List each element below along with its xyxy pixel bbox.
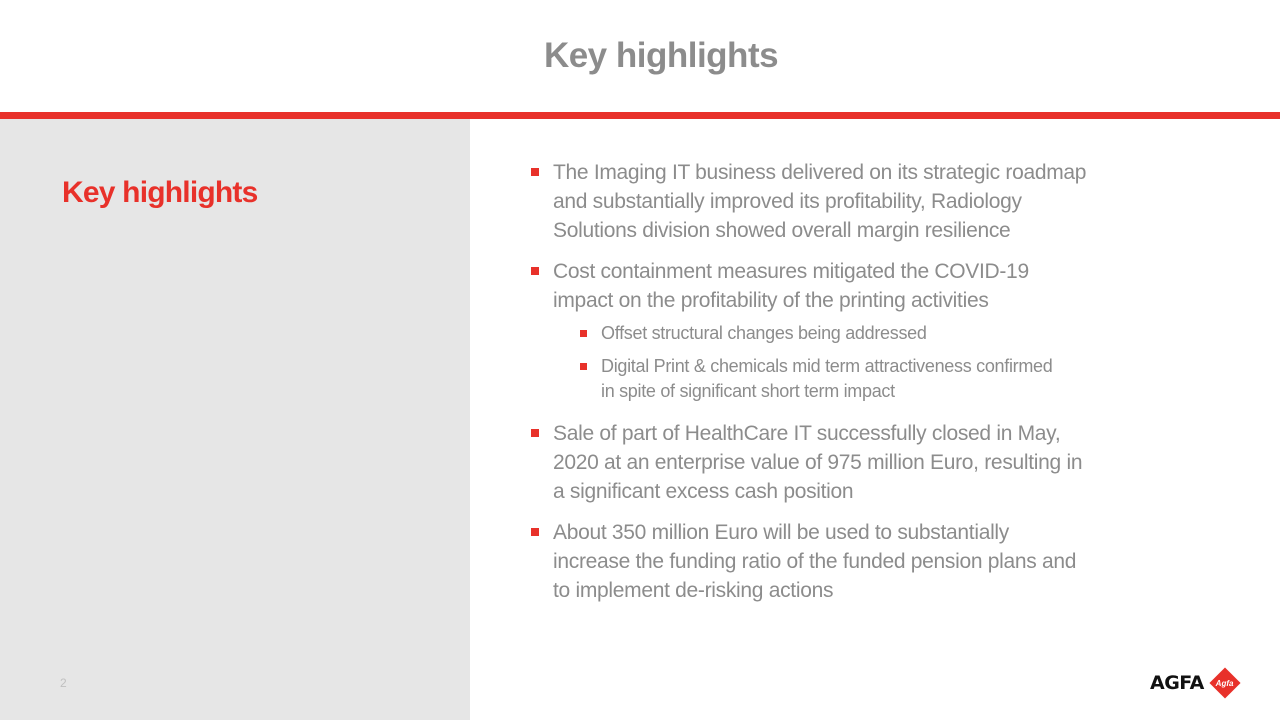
agfa-logo — [1150, 672, 1236, 694]
bullet-line: Cost containment measures mitigated the COVID-19 — [553, 260, 1029, 283]
red-divider-bar — [0, 112, 1280, 119]
subbullet-offset — [601, 321, 927, 346]
bullet-line: in spite of significant short term impact — [601, 381, 895, 401]
bullet-line: About 350 million Euro will be used to substantially — [553, 521, 1009, 544]
bullet-square-icon — [531, 168, 539, 176]
bullet-cost-containment — [553, 257, 1029, 315]
bullet-line: Digital Print & chemicals mid term attractiveness confirmed — [601, 356, 1053, 376]
logo-badge-text: Agfa — [1215, 678, 1234, 688]
bullet-square-icon — [531, 267, 539, 275]
subbullet-digital-print — [601, 354, 1052, 404]
bullet-line: and substantially improved its profitability, Radiology — [553, 190, 1022, 213]
slide-title: Key highlights — [543, 36, 779, 75]
bullet-square-icon — [531, 528, 539, 536]
bullet-line: Sale of part of HealthCare IT successfully closed in May, — [553, 422, 1061, 445]
section-title: Key highlights — [62, 176, 258, 209]
logo-diamond-icon — [1209, 667, 1240, 698]
bullet-healthcare-sale — [553, 419, 1082, 506]
bullet-line: to implement de-risking actions — [553, 579, 834, 602]
logo-wordmark: AGFA — [1150, 672, 1204, 694]
page-number: 2 — [60, 676, 67, 690]
bullet-imaging-it — [553, 158, 1086, 245]
bullet-line: Solutions division showed overall margin resilience — [553, 219, 1011, 242]
bullet-line: Offset structural changes being addressed — [601, 323, 927, 343]
bullet-square-icon — [531, 429, 539, 437]
bullet-line: increase the funding ratio of the funded pension plans and — [553, 550, 1077, 573]
bullet-line: The Imaging IT business delivered on its strategic roadmap — [553, 161, 1087, 184]
bullet-line: impact on the profitability of the printing activities — [553, 289, 989, 312]
bullet-square-icon — [580, 330, 587, 337]
bullet-square-icon — [580, 363, 587, 370]
bullet-line: a significant excess cash position — [553, 480, 854, 503]
bullet-line: 2020 at an enterprise value of 975 million Euro, resulting in — [553, 451, 1083, 474]
bullet-pension — [553, 518, 1076, 605]
